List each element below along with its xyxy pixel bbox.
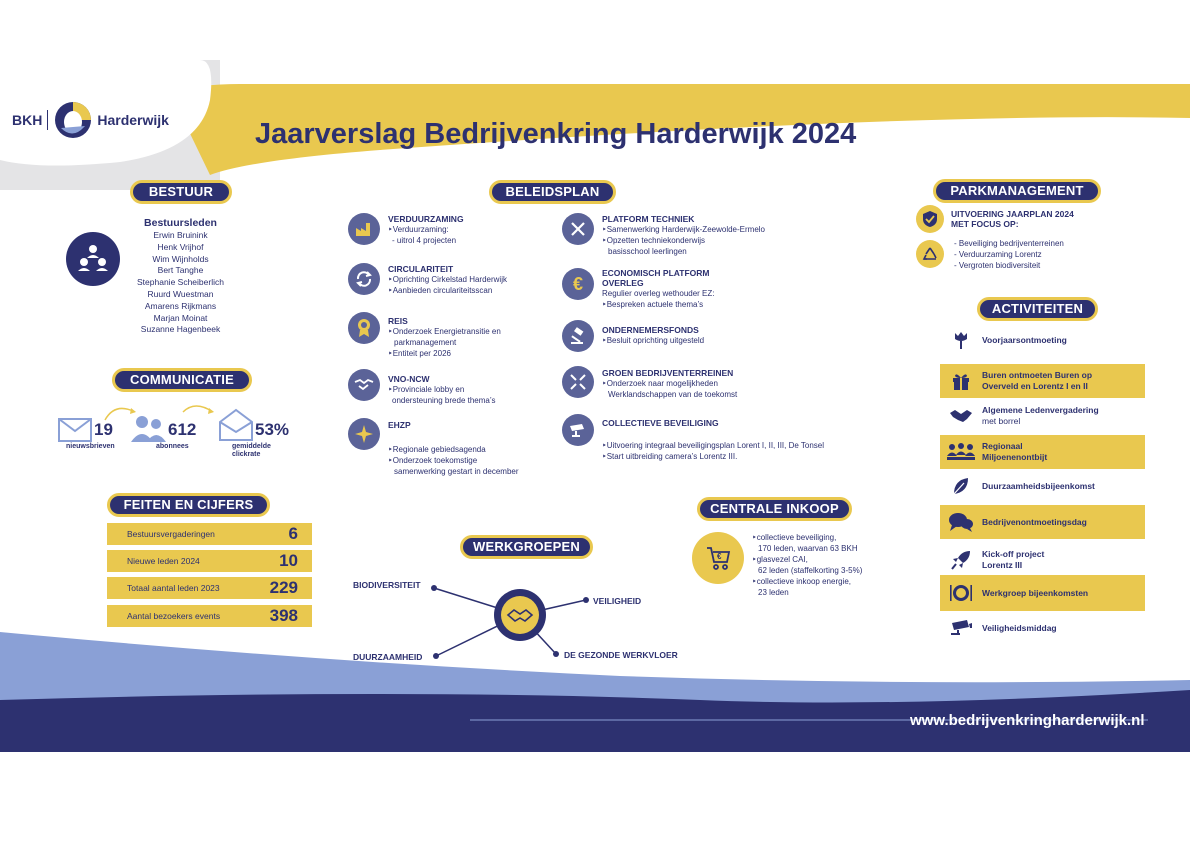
- werkgroep-label: BIODIVERSITEIT: [353, 580, 421, 590]
- handshake-icon: [949, 408, 973, 424]
- item-line: ‣ Samenwerking Harderwijk-Zeewolde-Ermelo: [602, 224, 765, 235]
- euro-icon: [562, 268, 594, 300]
- beleid-item: [388, 264, 507, 296]
- activiteit-row: [940, 326, 1145, 354]
- item-line: ‣ Besluit oprichting uitgesteld: [602, 335, 704, 346]
- activiteit-row: [940, 575, 1145, 611]
- fact-value: 398: [269, 606, 298, 625]
- recycle-icon: [916, 240, 944, 268]
- beleid-item: [602, 214, 765, 257]
- fact-row: [107, 605, 312, 627]
- activiteit-row: [940, 402, 1145, 430]
- fact-label: Totaal aantal leden 2023: [127, 583, 220, 593]
- group-icon: [946, 442, 976, 462]
- beleid-item: [388, 420, 519, 477]
- page-title: Jaarverslag Bedrijvenkring Harderwijk 2024: [255, 118, 857, 150]
- item-title: VERDUURZAMING: [388, 214, 464, 224]
- beleid-item: [602, 325, 704, 346]
- member: Bert Tanghe: [157, 265, 204, 276]
- item-title: ECONOMISCH PLATFORM: [602, 268, 710, 278]
- item-line: ‣ Opzetten techniekonderwijs: [602, 235, 765, 246]
- beleidsplan-heading: BELEIDSPLAN: [489, 180, 616, 204]
- fact-row: [107, 577, 312, 599]
- item-title: ONDERNEMERSFONDS: [602, 325, 699, 335]
- item-title: CIRCULARITEIT: [388, 264, 454, 274]
- handshake-icon: [348, 369, 380, 401]
- member: Erwin Bruinink: [153, 230, 208, 240]
- shield-check-icon: [916, 205, 944, 233]
- werkgroep-label: DUURZAAMHEID: [353, 652, 423, 662]
- item-line: ‣ Oprichting Cirkelstad Harderwijk: [388, 274, 507, 285]
- beleid-item: [602, 368, 737, 400]
- item-line: ‣ Onderzoek Energietransitie en: [388, 326, 501, 337]
- beleid-item: [602, 268, 715, 310]
- item-line: ‣ Aanbieden circulariteitsscan: [388, 285, 507, 296]
- item-line: - Verduurzaming Lorentz: [954, 250, 1042, 259]
- activiteit-label: met borrel: [982, 416, 1021, 426]
- item-line: - Beveiliging bedrijventerreinen: [954, 239, 1064, 248]
- logo-text-bkh: BKH: [12, 112, 43, 128]
- member: Marjan Moinat: [153, 312, 208, 323]
- tulip-icon: [952, 330, 970, 350]
- activiteit-label: Voorjaarsontmoeting: [982, 334, 1067, 345]
- member: Ruurd Wuestman: [147, 288, 214, 299]
- item-line: ‣ Verduurzaming:: [388, 224, 464, 235]
- werkgroepen-heading: WERKGROEPEN: [460, 535, 593, 559]
- shopping-cart-icon: [692, 532, 744, 584]
- item-line: ‣ Start uitbreiding camera’s Lorentz III.: [602, 451, 824, 462]
- people-icon: [130, 414, 168, 442]
- item-line: ‣ Uitvoering integraal beveiligingsplan Lorent I, II, III, De Tonsel: [602, 440, 824, 451]
- item-title: PLATFORM TECHNIEK: [602, 214, 695, 224]
- activiteit-label: Regionaal: [982, 441, 1023, 451]
- werkgroep-label: DE GEZONDE WERKVLOER: [564, 650, 678, 660]
- recycle-arrows-icon: [348, 263, 380, 295]
- item-line: - Vergroten biodiversiteit: [954, 261, 1041, 270]
- item-line: ‣ Onderzoek naar mogelijkheden: [602, 378, 737, 389]
- item-title: REIS: [388, 316, 408, 326]
- item-line: ‣ glasvezel CAI,: [752, 554, 862, 565]
- leaf-icon: [952, 476, 970, 496]
- fact-value: 229: [269, 578, 298, 597]
- centrale-inkoop-list: [752, 532, 862, 598]
- beleid-item: [388, 316, 501, 359]
- bestuur-list: [118, 217, 243, 336]
- logo-mark-icon: [53, 100, 93, 140]
- focus-title: UITVOERING JAARPLAN 2024: [951, 209, 1074, 219]
- svg-text:€: €: [717, 552, 722, 561]
- item-line: parkmanagement: [394, 338, 457, 347]
- item-line: basisschool leerlingen: [608, 247, 687, 256]
- activiteit-label: Kick-off project: [982, 549, 1045, 559]
- security-camera-icon: [949, 619, 973, 637]
- rocket-icon: [950, 549, 972, 571]
- logo-text-harderwijk: Harderwijk: [97, 112, 169, 128]
- item-title: VNO-NCW: [388, 374, 430, 384]
- activiteit-row: [940, 614, 1145, 642]
- envelope-icon: [58, 418, 92, 442]
- stat-value: 19: [94, 420, 113, 439]
- fact-value: 6: [288, 524, 298, 543]
- item-title: OVERLEG: [602, 278, 644, 288]
- parkmanagement-heading: PARKMANAGEMENT: [933, 179, 1101, 203]
- activiteit-row: [940, 472, 1145, 500]
- bestuur-heading: BESTUUR: [130, 180, 232, 204]
- fact-label: Bestuursvergaderingen: [127, 529, 215, 539]
- item-line: 170 leden, waarvan 63 BKH: [758, 544, 858, 553]
- item-line: ‣ Entiteit per 2026: [388, 348, 501, 359]
- item-title: EHZP: [388, 420, 411, 430]
- activiteit-label: Overveld en Lorentz I en II: [982, 381, 1088, 391]
- activiteit-label: Duurzaamheidsbijeenkomst: [982, 480, 1095, 491]
- award-icon: [348, 312, 380, 344]
- werkgroep-label: VEILIGHEID: [593, 596, 642, 606]
- fact-label: Aantal bezoekers events: [127, 611, 221, 621]
- member: Stephanie Scheiberlich: [137, 277, 224, 288]
- compass-icon: [348, 418, 380, 450]
- tools-icon: [562, 213, 594, 245]
- people-icon: [66, 232, 120, 286]
- item-line: ‣ Onderzoek toekomstige: [388, 455, 519, 466]
- dinner-plate-icon: [948, 582, 974, 604]
- expand-arrows-icon: [562, 366, 594, 398]
- item-line: Werklandschappen van de toekomst: [608, 390, 738, 399]
- member: Wim Wijnholds: [152, 253, 209, 264]
- factory-icon: [348, 213, 380, 245]
- stat-label: gemiddelde clickrate: [232, 443, 271, 458]
- parkmanagement-focus: [951, 209, 1074, 229]
- centrale-inkoop-heading: CENTRALE INKOOP: [697, 497, 852, 521]
- fact-row: [107, 550, 312, 572]
- communicatie-heading: COMMUNICATIE: [112, 368, 252, 392]
- camera-icon: [562, 414, 594, 446]
- beleid-item: [602, 418, 824, 462]
- activiteit-row: [940, 505, 1145, 539]
- footer-url[interactable]: www.bedrijvenkringharderwijk.nl: [910, 712, 1145, 729]
- item-line: ‣ Regionale gebiedsagenda: [388, 444, 519, 455]
- bestuur-subheading: Bestuursleden: [144, 217, 217, 229]
- item-line: Regulier overleg wethouder EZ:: [602, 289, 715, 298]
- fact-row: [107, 523, 312, 545]
- logo[interactable]: [12, 100, 169, 140]
- item-title: GROEN BEDRIJVENTERREINEN: [602, 368, 734, 378]
- gavel-icon: [562, 320, 594, 352]
- member: Amarens Rijkmans: [144, 300, 217, 311]
- item-line: ‣ Bespreken actuele thema’s: [602, 299, 715, 310]
- stat-value: 53%: [255, 420, 290, 439]
- item-line: samenwerking gestart in december: [394, 467, 519, 476]
- member: Suzanne Hagenbeek: [140, 324, 221, 335]
- activiteiten-heading: ACTIVITEITEN: [977, 297, 1098, 321]
- activiteit-label: Werkgroep bijeenkomsten: [982, 587, 1089, 598]
- stat-label: abonnees: [156, 443, 189, 450]
- stat-label: nieuwsbrieven: [66, 443, 115, 450]
- activiteit-label: Algemene Ledenvergadering: [982, 405, 1099, 415]
- activiteit-label: Buren ontmoeten Buren op: [982, 370, 1093, 380]
- chat-bubbles-icon: [948, 511, 974, 533]
- activiteit-label: Miljoenenontbijt: [982, 452, 1048, 462]
- item-line: ondersteuning brede thema’s: [392, 396, 496, 405]
- beleid-item: [388, 214, 464, 246]
- item-line: - uitrol 4 projecten: [392, 236, 457, 245]
- feiten-heading: FEITEN EN CIJFERS: [107, 493, 270, 517]
- item-line: 62 leden (staffelkorting 3-5%): [758, 566, 863, 575]
- activiteit-label: Lorentz III: [982, 560, 1023, 570]
- beleid-item: [388, 374, 495, 406]
- activiteit-row: [940, 546, 1145, 574]
- activiteit-row: [940, 435, 1145, 469]
- parkmanagement-list: [954, 238, 1064, 271]
- item-line: ‣ collectieve inkoop energie,: [752, 576, 862, 587]
- item-line: ‣ Provinciale lobby en: [388, 384, 495, 395]
- item-title: COLLECTIEVE BEVEILIGING: [602, 418, 719, 428]
- euro-glyph: €: [572, 273, 583, 294]
- fact-label: Nieuwe leden 2024: [127, 556, 200, 566]
- fact-value: 10: [279, 551, 298, 570]
- activiteit-label: Veiligheidsmiddag: [982, 622, 1057, 633]
- activiteit-label: Bedrijvenontmoetingsdag: [982, 516, 1087, 527]
- stat-value: 612: [168, 420, 197, 439]
- gift-icon: [951, 371, 971, 391]
- item-line: ‣ collectieve beveiliging,: [752, 532, 862, 543]
- activiteit-row: [940, 364, 1145, 398]
- focus-title: MET FOCUS OP:: [951, 219, 1019, 229]
- open-envelope-icon: [218, 408, 254, 442]
- member: Henk Vrijhof: [157, 241, 204, 252]
- item-line: 23 leden: [758, 588, 789, 597]
